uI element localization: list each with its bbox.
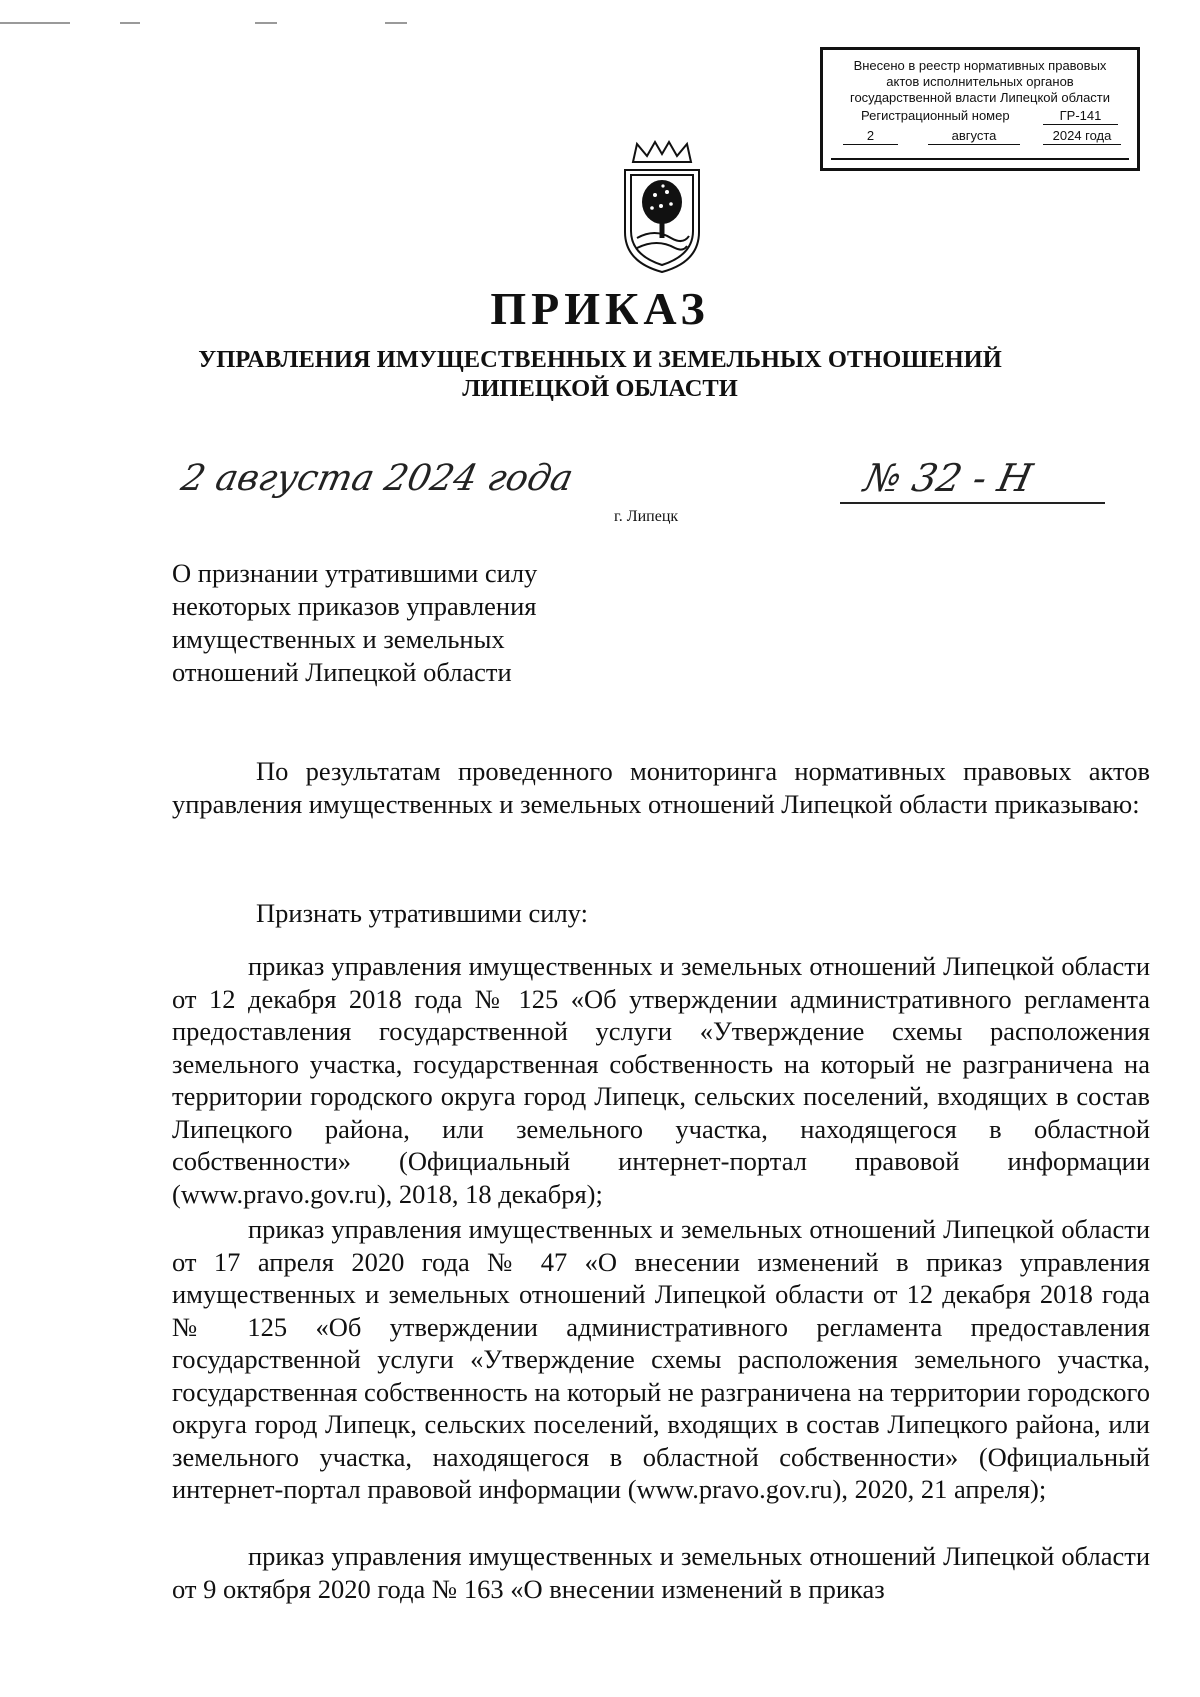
document-title: ПРИКАЗ	[490, 283, 710, 334]
subject-line1: О признании утратившими силу	[172, 558, 538, 588]
order-number-underline	[840, 502, 1105, 504]
registration-stamp	[820, 47, 1140, 171]
registration-stamp-inner	[831, 58, 1129, 160]
reg-date-year: 2024 года	[1043, 128, 1121, 145]
recognize-paragraph: Признать утратившими силу:	[256, 898, 588, 928]
city-label: г. Липецк	[614, 508, 679, 525]
reg-stamp-line2: актов исполнительных органов	[886, 74, 1074, 89]
scan-artifact	[120, 22, 140, 24]
subtitle-line1: УПРАВЛЕНИЯ ИМУЩЕСТВЕННЫХ И ЗЕМЕЛЬНЫХ ОТНОШЕНИЙ	[198, 346, 1002, 373]
reg-number-label: Регистрационный номер	[861, 108, 1010, 123]
reg-date-row	[831, 128, 1129, 146]
repealed-order-item-2: приказ управления имущественных и земельных отношений Липецкой области от 17 апреля 2020 года № 47 «О внесении изменений в приказ управления имущественных и земельных отношений Липецкой области от 12 декабря 2018 года № 125 «Об утверждении административного регламента предоставления государственной услуги «Утверждение схемы расположения земельного участка, государственная собственность на который не разграничена на территории городского округа город Липецк, сельских поселений, входящих в состав Липецкого района, или земельного участка, находящегося в областной собственности» (Официальный интернет-портал правовой информации (www.pravo.gov.ru), 2020, 21 апреля);	[172, 1214, 1150, 1504]
handwritten-order-number: № 32 - Н	[860, 456, 1037, 500]
handwritten-date: 2 августа 2024 года	[177, 458, 577, 499]
reg-stamp-line1: Внесено в реестр нормативных правовых	[853, 58, 1107, 73]
reg-number-value: ГР-141	[1043, 108, 1118, 125]
subject-line2: некоторых приказов управления	[172, 591, 537, 621]
repealed-order-item-1: приказ управления имущественных и земельных отношений Липецкой области от 12 декабря 2018 года № 125 «Об утверждении административного регламента предоставления государственной услуги «Утверждение схемы расположения земельного участка, государственная собственность на который не разграничена на территории городского округа город Липецк, сельских поселений, входящих в состав Липецкого района, или земельного участка, находящегося в областной собственности» (Официальный интернет-портал правовой информации (www.pravo.gov.ru), 2018, 18 декабря);	[172, 951, 1150, 1209]
subtitle-line2: ЛИПЕЦКОЙ ОБЛАСТИ	[462, 375, 738, 402]
reg-date-day: 2	[843, 128, 898, 145]
scan-artifact	[385, 22, 407, 24]
repealed-order-item-3: приказ управления имущественных и земельных отношений Липецкой области от 9 октября 2020 года № 163 «О внесении изменений в приказ	[172, 1541, 1150, 1604]
intro-paragraph: По результатам проведенного мониторинга нормативных правовых актов управления имущественных и земельных отношений Липецкой области приказываю:	[172, 756, 1150, 819]
order-subject	[172, 557, 592, 689]
reg-date-month: августа	[928, 128, 1020, 145]
reg-stamp-line3: государственной власти Липецкой области	[849, 90, 1111, 105]
scan-artifact	[0, 22, 70, 24]
document-subtitle	[0, 345, 1200, 403]
lipetsk-oblast-coat-of-arms-icon	[615, 140, 710, 275]
scan-artifact	[255, 22, 277, 24]
reg-number-row	[831, 108, 1129, 126]
subject-line4: отношений Липецкой области	[172, 657, 512, 687]
subject-line3: имущественных и земельных	[172, 624, 505, 654]
